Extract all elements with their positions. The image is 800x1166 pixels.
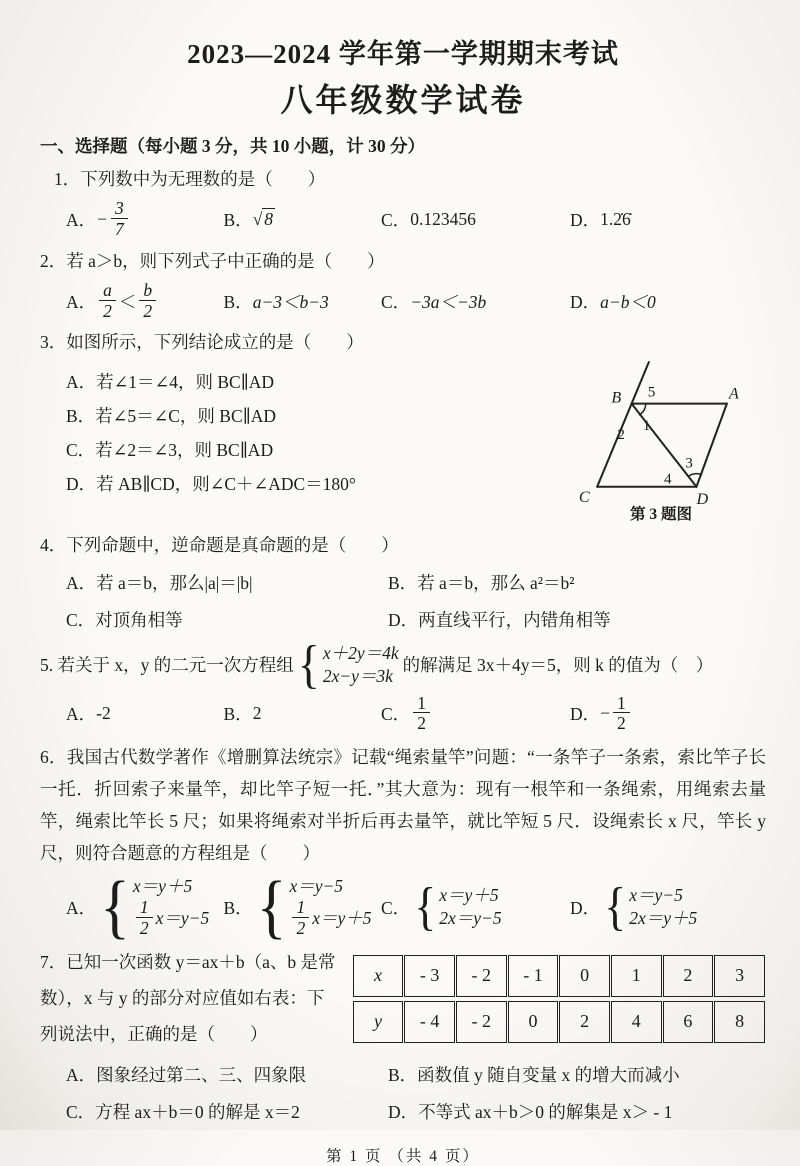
equation-system: { x＝y＋5 $\frac{1}{2}$ x＝y−5 [100,868,210,947]
q7-table-container [338,945,766,1053]
q4-option-b: B．若 a＝b，那么 a²＝b² [388,572,575,593]
option-label: D． [570,704,601,725]
q7-option-c: C．方程 ax＋b＝0 的解是 x＝2 [66,1102,300,1123]
q3-option-a: A．若∠1＝∠4，则 BC∥AD [66,372,275,393]
q6-option-d [570,877,766,936]
option-label: C． [381,897,411,918]
q1-option-c [381,207,570,232]
square-root: √ 8 [252,208,274,229]
option-label: C． [381,209,411,230]
geometry-figure [561,354,761,506]
table-cell: y [353,1001,404,1043]
q1-option-a [66,199,224,240]
option-label: D． [570,897,601,918]
q1-option-b [224,207,382,232]
option-label: A． [66,291,97,312]
q6-option-c [381,877,570,936]
table-cell: - 3 [404,955,455,997]
option-label: B． [223,291,253,312]
q3-option-b: B．若∠5＝∠C，则 BC∥AD [66,406,276,427]
q2-option-c [381,289,570,314]
option-label: C． [381,704,411,725]
fraction: $\frac{3}{7}$ [111,199,128,240]
option-value: 2 [252,703,262,724]
vertex-label-a: A [728,385,739,404]
q3-stem: 3．如图所示，下列结论成立的是（ ） [40,332,364,353]
option-label: A． [66,704,97,725]
q3-figure [556,354,766,524]
section-1-header: 一、选择题（每小题 3 分，共 10 小题，计 30 分） [40,136,425,156]
fraction: $\frac{1}{2}$ [136,898,153,939]
exam-title-line2: 八年级数学试卷 [280,82,526,118]
q2-option-d [570,289,766,314]
value-table [352,951,766,1047]
option-value: 0.123456 [410,208,476,229]
q6-option-a [66,868,224,947]
q7-stem: 7．已知一次函数 y＝ax＋b（a、b 是常数），x 与 y 的部分对应值如右表：下列说法中，正确的是（ ） [40,951,336,1044]
table-cell: x [353,955,404,997]
q5-stem [40,634,766,694]
q7-body [40,945,766,1053]
equation-system: { x＝y−5 2x＝y＋5 [604,877,698,936]
option-value: 1.2̇6̇ [600,208,631,229]
q3-options [40,360,556,505]
table-cell: 8 [714,1001,765,1043]
system-brace: { [100,868,130,947]
option-label: D． [570,209,601,230]
q4-options [66,570,766,632]
q6-option-b [223,868,382,947]
q2-option-a [66,281,224,322]
vertex-label-b: B [611,389,622,408]
q1-option-d [570,207,766,232]
q5-options [66,694,766,735]
table-cell: - 4 [404,1001,455,1043]
exam-title-line1: 2023—2024 学年第一学期期末考试 [187,39,619,69]
option-value: a−3＜b−3 [252,291,329,312]
option-label: A． [66,209,97,230]
fraction: $\frac{a}{2}$ [99,281,116,322]
q2-options [66,281,766,322]
option-label: B． [223,209,253,230]
fraction: $\frac{1}{2}$ [413,694,430,735]
table-row-x [353,955,765,997]
angle-label-2: 2 [617,426,626,444]
equation-system [297,634,399,694]
table-cell: 2 [663,955,714,997]
table-cell: - 2 [456,955,507,997]
system-line-2: 2x−y＝3k [322,665,393,686]
option-value: −3a＜−3b [410,291,487,312]
angle-label-5: 5 [647,383,656,401]
table-cell: - 1 [508,955,559,997]
q5-option-c [381,694,570,735]
system-brace: { [604,877,627,936]
q6-options [66,868,766,947]
q4-option-d: D．两直线平行，内错角相等 [388,609,611,630]
q5-option-d [570,694,766,735]
option-label: B． [223,897,253,918]
angle-label-3: 3 [685,454,693,472]
table-cell: 0 [559,955,610,997]
q7-option-b: B．函数值 y 随自变量 x 的增大而减小 [388,1065,680,1086]
option-label: A． [66,897,97,918]
option-value: a−b＜0 [600,291,656,312]
table-cell: 6 [663,1001,714,1043]
q5-option-a [66,701,224,726]
equation-system: { x＝y＋5 2x＝y−5 [414,877,502,936]
vertex-label-d: D [696,490,709,507]
option-value: -2 [96,703,111,724]
q3-option-d: D．若 AB∥CD，则∠C＋∠ADC＝180° [66,474,356,495]
q1-options [66,199,766,240]
option-label: B． [223,704,253,725]
q7-option-a: A．图象经过第二、三、四象限 [66,1065,307,1086]
q6-stem: 6．我国古代数学著作《增删算法统宗》记载“绳索量竿”问题：“一条竿子一条索，索比竿子长一托．折回索子来量竿，却比竿子短一托．”其大意为：现有一根竿和一条绳索，用绳索去量竿，绳索比竿长 5 尺；如果将绳索对半折后再去量竿，就比竿短 5 尺．设绳索长 x 尺，竿长 y 尺，则符合题意的方程组是（ ） [40,747,766,863]
table-cell: 4 [611,1001,662,1043]
fraction: $\frac{1}{2}$ [613,694,630,735]
system-line-1: x＋2y＝4k [322,642,399,663]
table-cell: 2 [559,1001,610,1043]
q4-stem: 4．下列命题中，逆命题是真命题的是（ ） [40,535,399,556]
table-cell: 1 [611,955,662,997]
system-brace: { [414,877,437,936]
less-than-sign: ＜ [118,291,137,312]
system-brace: { [256,868,287,947]
option-label: D． [570,291,601,312]
q1-stem: 1．下列数中为无理数的是（ ） [54,169,326,189]
angle-label-1: 1 [642,417,651,435]
q5-stem-post: 的解满足 3x＋4y＝5，则 k 的值为（ ） [402,655,714,676]
q2-stem: 2．若 a＞b，则下列式子中正确的是（ ） [40,250,385,271]
table-cell: 3 [714,955,765,997]
q4-option-c: C．对顶角相等 [66,609,183,630]
system-brace: { [297,634,320,694]
table-cell: - 2 [456,1001,507,1043]
angle-label-4: 4 [664,471,672,489]
fraction: $\frac{1}{2}$ [292,898,309,939]
q7-option-d: D．不等式 ax＋b＞0 的解集是 x＞ - 1 [388,1102,673,1123]
q3-body [40,360,766,524]
q2-option-b [224,289,382,314]
q3-figure-caption: 第 3 题图 [629,506,692,524]
q7-options [66,1062,766,1124]
fraction: $\frac{b}{2}$ [139,281,156,322]
q5-option-b [224,701,382,726]
q5-stem-pre: 5. 若关于 x，y 的二元一次方程组 [40,655,294,676]
q3-option-c: C．若∠2＝∠3，则 BC∥AD [66,440,274,461]
vertex-label-c: C [578,488,590,507]
minus-sign: − [600,703,611,724]
option-label: C． [381,291,411,312]
page-footer: 第 1 页 （共 4 页） [326,1148,480,1166]
table-cell: 0 [508,1001,559,1043]
q4-option-a: A．若 a＝b，那么|a|＝|b| [66,572,253,593]
minus-sign: − [96,208,108,229]
table-row-y [353,1001,765,1043]
equation-system: { x＝y−5 $\frac{1}{2}$ x＝y＋5 [256,868,372,947]
